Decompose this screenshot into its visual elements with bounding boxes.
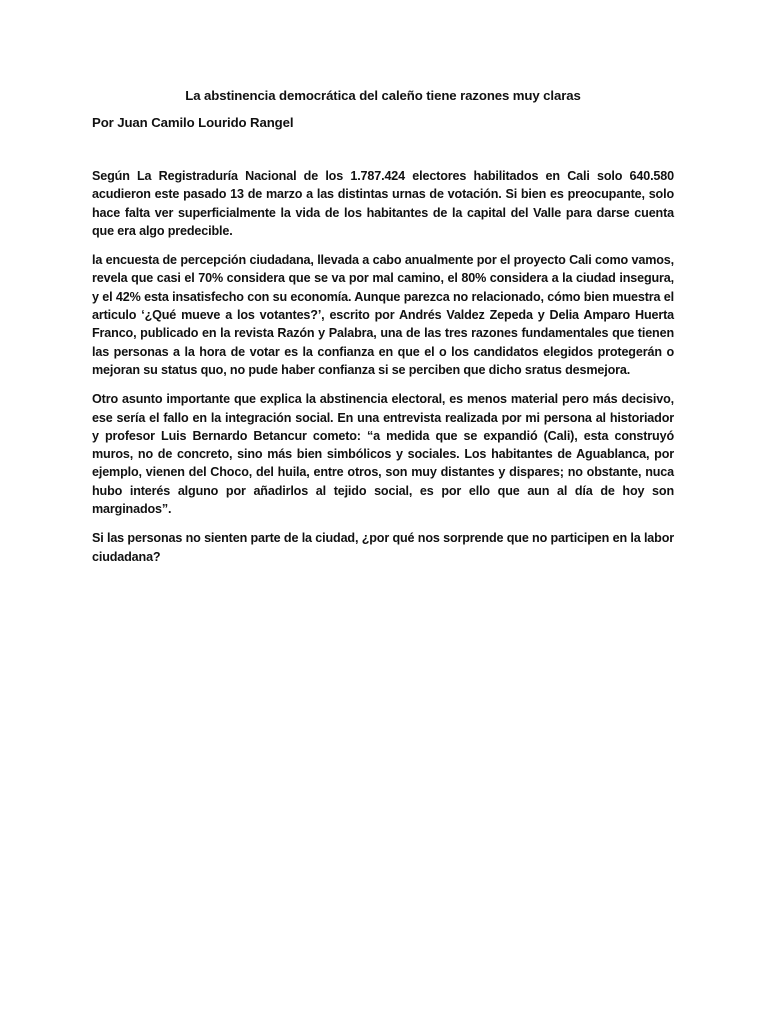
paragraph-3: Otro asunto importante que explica la abstinencia electoral, es menos material pero más decisivo, ese sería el fallo en la integración social. En una entrevista realizada por mi persona al historiador y profesor Luis Bernardo Betancur cometo: “a medida que se expandió (Cali), esta construyó muros, no de concreto, sino más bien simbólicos y sociales. Los habitantes de Aguablanca, por ejemplo, vienen del Choco, del huila, entre otros, son muy distantes y dispares; no obstante, nuca hubo interés alguno por añadirlos al tejido social, es por ello que aun al día de hoy son marginados”.	[92, 392, 674, 517]
document-title: La abstinencia democrática del caleño tiene razones muy claras	[185, 88, 581, 103]
document-body	[92, 167, 674, 577]
paragraph-4: Si las personas no sienten parte de la ciudad, ¿por qué nos sorprende que no participen en la labor ciudadana?	[92, 531, 674, 564]
paragraph-1: Según La Registraduría Nacional de los 1.787.424 electores habilitados en Cali solo 640.580 acudieron este pasado 13 de marzo a las distintas urnas de votación. Si bien es preocupante, solo hace falta ver superficialmente la vida de los habitantes de la capital del Valle para darse cuenta que era algo predecible.	[92, 169, 674, 238]
document-author: Por Juan Camilo Lourido Rangel	[92, 115, 294, 130]
paragraph-2: la encuesta de percepción ciudadana, llevada a cabo anualmente por el proyecto Cali como vamos, revela que casi el 70% considera que se va por mal camino, el 80% considera a la ciudad insegura, y el 42% esta insatisfecho con su economía. Aunque parezca no relacionado, cómo bien muestra el articulo ‘¿Qué mueve a los votantes?’, escrito por Andrés Valdez Zepeda y Delia Amparo Huerta Franco, publicado en la revista Razón y Palabra, una de las tres razones fundamentales que tienen las personas a la hora de votar es la confianza en que el o los candidatos elegidos protegerán o mejoran su status quo, no pude haber confianza si se perciben que dicho sratus desmejora.	[92, 253, 674, 377]
